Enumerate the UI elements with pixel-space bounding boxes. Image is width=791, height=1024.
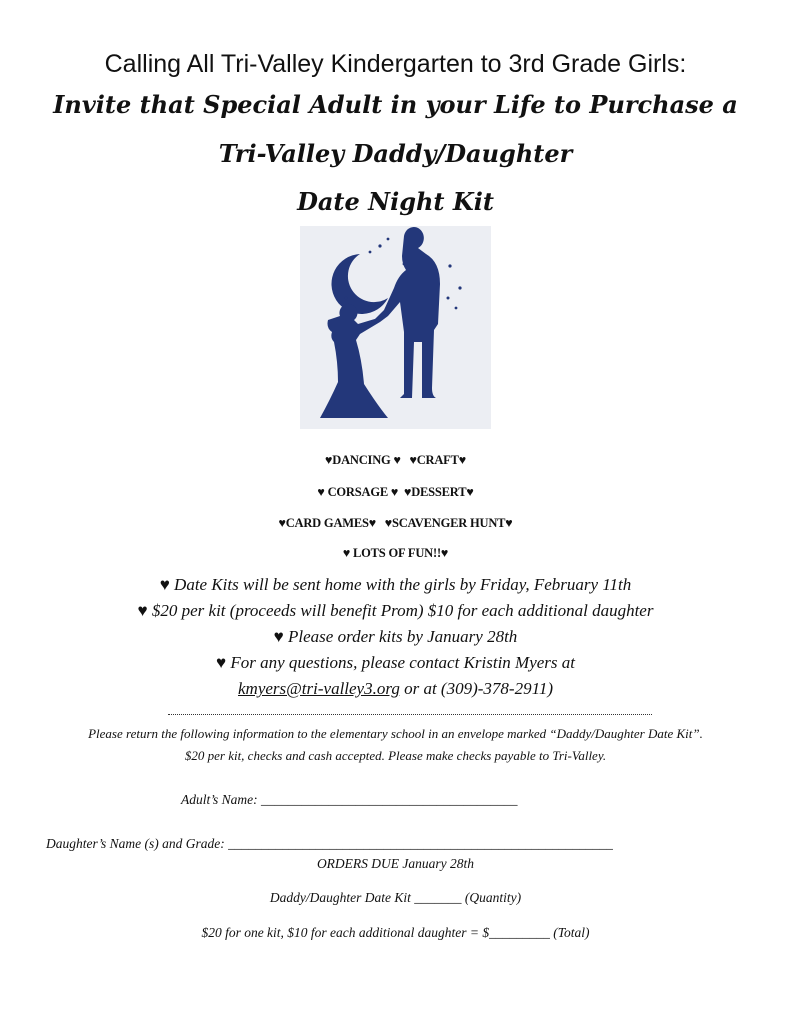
- dancing-couple-moon-illustration: [300, 226, 491, 429]
- audience-heading: Calling All Tri-Valley Kindergarten to 3rd Grade Girls:: [104, 50, 687, 78]
- activity-line-4: ♥ LOTS OF FUN!!♥: [342, 546, 449, 560]
- adult-name-field[interactable]: Adult’s Name: ______________________________________: [181, 792, 518, 807]
- orders-due: ORDERS DUE January 28th: [316, 856, 475, 871]
- detail-order-deadline: ♥ Please order kits by January 28th: [273, 627, 518, 646]
- contact-email-link[interactable]: kmyers@tri-valley3.org: [238, 679, 400, 698]
- detail-contact: ♥ For any questions, please contact Kristin Myers at: [215, 653, 576, 672]
- return-instructions: Please return the following information to the elementary school in an envelope marked “Daddy/Daughter Date Kit”.: [88, 726, 703, 741]
- activity-line-1: ♥DANCING ♥ ♥CRAFT♥: [325, 453, 466, 467]
- dancing-couple-icon: [300, 226, 491, 429]
- payment-instructions: $20 per kit, checks and cash accepted. Please make checks payable to Tri-Valley.: [184, 748, 607, 763]
- title-line-1: Invite that Special Adult in your Life to Purchase a: [53, 90, 738, 119]
- activity-line-2: ♥ CORSAGE ♥ ♥DESSERT♥: [317, 485, 474, 499]
- total-field[interactable]: $20 for one kit, $10 for each additional daughter = $_________ (Total): [201, 925, 590, 940]
- detail-price: ♥ $20 per kit (proceeds will benefit Prom) $10 for each additional daughter: [137, 601, 654, 620]
- contact-phone: or at (309)-378-2911): [399, 679, 553, 698]
- title-line-3: Date Night Kit: [297, 187, 494, 216]
- dotted-divider: [168, 714, 652, 715]
- activity-line-3: ♥CARD GAMES♥ ♥SCAVENGER HUNT♥: [278, 516, 513, 530]
- title-line-2: Tri-Valley Daddy/Daughter: [218, 139, 573, 168]
- quantity-field[interactable]: Daddy/Daughter Date Kit _______ (Quantity): [269, 890, 522, 905]
- contact-line: [0, 678, 791, 700]
- daughter-name-field[interactable]: Daughter’s Name (s) and Grade: _________________________________________________________: [46, 836, 613, 851]
- detail-send-home-date: ♥ Date Kits will be sent home with the girls by Friday, February 11th: [159, 575, 632, 594]
- crescent-moon-icon: [331, 254, 388, 314]
